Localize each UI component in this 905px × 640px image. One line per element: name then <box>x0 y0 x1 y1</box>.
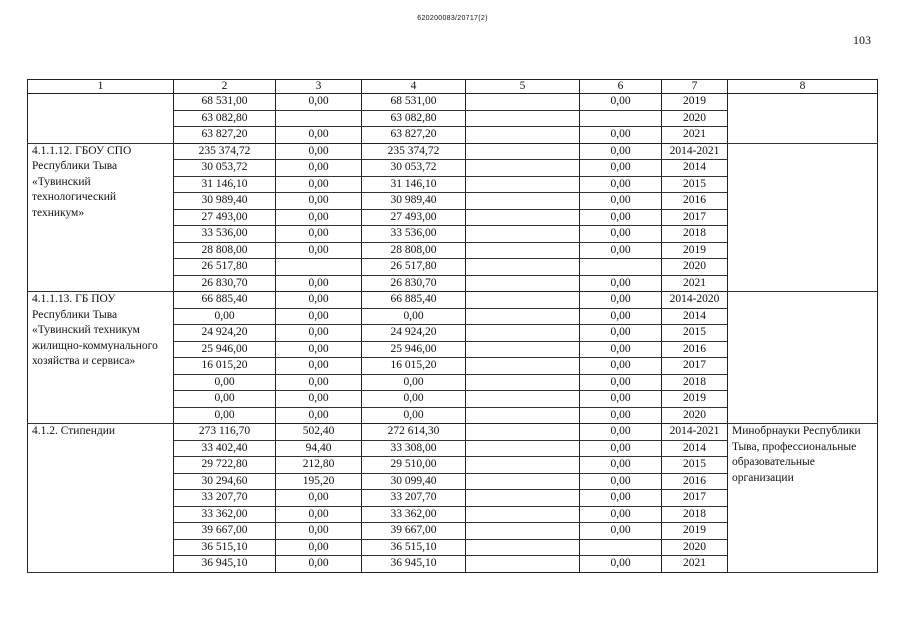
value-cell-col-5 <box>466 424 580 441</box>
value-cell-col-6: 0,00 <box>580 275 662 292</box>
value-cell-col-2: 29 722,80 <box>174 457 276 474</box>
value-cell-col-5 <box>466 209 580 226</box>
value-cell-col-3: 0,00 <box>276 539 362 556</box>
value-cell-col-6: 0,00 <box>580 325 662 342</box>
value-cell-col-7: 2015 <box>662 176 728 193</box>
value-cell-col-5 <box>466 506 580 523</box>
value-cell-col-7: 2017 <box>662 358 728 375</box>
value-cell-col-6: 0,00 <box>580 127 662 144</box>
value-cell-col-4: 36 945,10 <box>362 556 466 573</box>
value-cell-col-5 <box>466 358 580 375</box>
value-cell-col-6 <box>580 539 662 556</box>
value-cell-col-7: 2014 <box>662 160 728 177</box>
value-cell-col-3: 0,00 <box>276 341 362 358</box>
value-cell-col-2: 235 374,72 <box>174 143 276 160</box>
value-cell-col-4: 30 053,72 <box>362 160 466 177</box>
value-cell-col-2: 30 053,72 <box>174 160 276 177</box>
page-number: 103 <box>853 33 871 47</box>
value-cell-col-3: 502,40 <box>276 424 362 441</box>
column-header-2: 2 <box>174 80 276 94</box>
table-body <box>28 94 878 573</box>
item-name-cell: 4.1.2. Стипендии <box>28 424 174 573</box>
value-cell-col-2: 28 808,00 <box>174 242 276 259</box>
value-cell-col-7: 2017 <box>662 490 728 507</box>
item-name-cell: 4.1.1.13. ГБ ПОУ Республики Тыва «Тувинский техникум жилищно-коммунального хозяйства и сервиса» <box>28 292 174 424</box>
value-cell-col-7: 2021 <box>662 127 728 144</box>
value-cell-col-7: 2016 <box>662 341 728 358</box>
value-cell-col-5 <box>466 457 580 474</box>
responsible-cell <box>728 94 878 144</box>
value-cell-col-7: 2016 <box>662 193 728 210</box>
value-cell-col-3: 0,00 <box>276 209 362 226</box>
value-cell-col-6: 0,00 <box>580 506 662 523</box>
value-cell-col-5 <box>466 374 580 391</box>
value-cell-col-5 <box>466 490 580 507</box>
value-cell-col-7: 2014 <box>662 440 728 457</box>
value-cell-col-7: 2019 <box>662 391 728 408</box>
value-cell-col-4: 27 493,00 <box>362 209 466 226</box>
value-cell-col-5 <box>466 143 580 160</box>
value-cell-col-7: 2015 <box>662 325 728 342</box>
value-cell-col-2: 39 667,00 <box>174 523 276 540</box>
value-cell-col-2: 66 885,40 <box>174 292 276 309</box>
value-cell-col-7: 2019 <box>662 523 728 540</box>
header-row <box>28 80 878 94</box>
value-cell-col-6: 0,00 <box>580 226 662 243</box>
value-cell-col-4: 36 515,10 <box>362 539 466 556</box>
value-cell-col-4: 63 082,80 <box>362 110 466 127</box>
column-header-8: 8 <box>728 80 878 94</box>
value-cell-col-6: 0,00 <box>580 424 662 441</box>
value-cell-col-4: 33 536,00 <box>362 226 466 243</box>
value-cell-col-4: 0,00 <box>362 391 466 408</box>
value-cell-col-4: 29 510,00 <box>362 457 466 474</box>
value-cell-col-3: 0,00 <box>276 556 362 573</box>
value-cell-col-5 <box>466 176 580 193</box>
value-cell-col-5 <box>466 407 580 424</box>
value-cell-col-5 <box>466 127 580 144</box>
value-cell-col-4: 33 207,70 <box>362 490 466 507</box>
value-cell-col-2: 26 830,70 <box>174 275 276 292</box>
value-cell-col-5 <box>466 473 580 490</box>
column-header-1: 1 <box>28 80 174 94</box>
value-cell-col-7: 2019 <box>662 242 728 259</box>
value-cell-col-4: 33 362,00 <box>362 506 466 523</box>
value-cell-col-5 <box>466 242 580 259</box>
value-cell-col-6: 0,00 <box>580 523 662 540</box>
value-cell-col-4: 0,00 <box>362 407 466 424</box>
value-cell-col-2: 36 945,10 <box>174 556 276 573</box>
value-cell-col-2: 33 536,00 <box>174 226 276 243</box>
value-cell-col-4: 26 830,70 <box>362 275 466 292</box>
value-cell-col-3: 0,00 <box>276 143 362 160</box>
value-cell-col-2: 30 989,40 <box>174 193 276 210</box>
value-cell-col-5 <box>466 539 580 556</box>
value-cell-col-5 <box>466 325 580 342</box>
value-cell-col-7: 2016 <box>662 473 728 490</box>
value-cell-col-3: 0,00 <box>276 176 362 193</box>
value-cell-col-4: 0,00 <box>362 374 466 391</box>
value-cell-col-6: 0,00 <box>580 358 662 375</box>
column-header-5: 5 <box>466 80 580 94</box>
value-cell-col-3: 0,00 <box>276 193 362 210</box>
value-cell-col-2: 16 015,20 <box>174 358 276 375</box>
value-cell-col-4: 66 885,40 <box>362 292 466 309</box>
value-cell-col-5 <box>466 391 580 408</box>
value-cell-col-4: 30 099,40 <box>362 473 466 490</box>
value-cell-col-2: 33 207,70 <box>174 490 276 507</box>
value-cell-col-6: 0,00 <box>580 374 662 391</box>
value-cell-col-6: 0,00 <box>580 242 662 259</box>
value-cell-col-4: 25 946,00 <box>362 341 466 358</box>
value-cell-col-2: 36 515,10 <box>174 539 276 556</box>
value-cell-col-5 <box>466 556 580 573</box>
value-cell-col-3 <box>276 259 362 276</box>
value-cell-col-5 <box>466 94 580 111</box>
value-cell-col-4: 272 614,30 <box>362 424 466 441</box>
table-row <box>28 424 878 441</box>
value-cell-col-5 <box>466 275 580 292</box>
value-cell-col-7: 2020 <box>662 407 728 424</box>
value-cell-col-4: 31 146,10 <box>362 176 466 193</box>
column-header-3: 3 <box>276 80 362 94</box>
value-cell-col-7: 2018 <box>662 226 728 243</box>
value-cell-col-6: 0,00 <box>580 341 662 358</box>
value-cell-col-3: 0,00 <box>276 374 362 391</box>
value-cell-col-4: 0,00 <box>362 308 466 325</box>
value-cell-col-2: 25 946,00 <box>174 341 276 358</box>
value-cell-col-6: 0,00 <box>580 160 662 177</box>
value-cell-col-3: 0,00 <box>276 325 362 342</box>
value-cell-col-7: 2020 <box>662 539 728 556</box>
value-cell-col-5 <box>466 193 580 210</box>
value-cell-col-4: 33 308,00 <box>362 440 466 457</box>
value-cell-col-7: 2014-2021 <box>662 424 728 441</box>
value-cell-col-7: 2017 <box>662 209 728 226</box>
value-cell-col-3: 0,00 <box>276 127 362 144</box>
value-cell-col-3: 0,00 <box>276 490 362 507</box>
value-cell-col-6: 0,00 <box>580 556 662 573</box>
value-cell-col-4: 16 015,20 <box>362 358 466 375</box>
value-cell-col-5 <box>466 308 580 325</box>
value-cell-col-2: 33 402,40 <box>174 440 276 457</box>
value-cell-col-4: 235 374,72 <box>362 143 466 160</box>
value-cell-col-3: 0,00 <box>276 226 362 243</box>
value-cell-col-4: 63 827,20 <box>362 127 466 144</box>
value-cell-col-3: 0,00 <box>276 523 362 540</box>
value-cell-col-2: 0,00 <box>174 407 276 424</box>
value-cell-col-5 <box>466 440 580 457</box>
value-cell-col-2: 33 362,00 <box>174 506 276 523</box>
value-cell-col-3: 0,00 <box>276 275 362 292</box>
value-cell-col-7: 2014 <box>662 308 728 325</box>
value-cell-col-7: 2018 <box>662 374 728 391</box>
value-cell-col-5 <box>466 110 580 127</box>
value-cell-col-2: 30 294,60 <box>174 473 276 490</box>
value-cell-col-2: 0,00 <box>174 374 276 391</box>
value-cell-col-2: 68 531,00 <box>174 94 276 111</box>
budget-table <box>27 79 878 573</box>
value-cell-col-6: 0,00 <box>580 440 662 457</box>
value-cell-col-5 <box>466 160 580 177</box>
value-cell-col-4: 24 924,20 <box>362 325 466 342</box>
value-cell-col-3: 0,00 <box>276 407 362 424</box>
value-cell-col-5 <box>466 292 580 309</box>
value-cell-col-3: 0,00 <box>276 242 362 259</box>
value-cell-col-6: 0,00 <box>580 490 662 507</box>
value-cell-col-4: 68 531,00 <box>362 94 466 111</box>
value-cell-col-3: 212,80 <box>276 457 362 474</box>
value-cell-col-2: 63 082,80 <box>174 110 276 127</box>
value-cell-col-3: 0,00 <box>276 391 362 408</box>
value-cell-col-3 <box>276 110 362 127</box>
value-cell-col-5 <box>466 523 580 540</box>
value-cell-col-7: 2020 <box>662 259 728 276</box>
value-cell-col-3: 195,20 <box>276 473 362 490</box>
value-cell-col-2: 63 827,20 <box>174 127 276 144</box>
value-cell-col-3: 0,00 <box>276 160 362 177</box>
value-cell-col-7: 2014-2020 <box>662 292 728 309</box>
value-cell-col-4: 39 667,00 <box>362 523 466 540</box>
value-cell-col-3: 94,40 <box>276 440 362 457</box>
value-cell-col-3: 0,00 <box>276 292 362 309</box>
value-cell-col-6: 0,00 <box>580 308 662 325</box>
value-cell-col-2: 0,00 <box>174 391 276 408</box>
value-cell-col-3: 0,00 <box>276 308 362 325</box>
value-cell-col-2: 27 493,00 <box>174 209 276 226</box>
document-code: 620200083/20717(2) <box>417 15 488 22</box>
responsible-cell <box>728 292 878 424</box>
value-cell-col-7: 2018 <box>662 506 728 523</box>
responsible-cell: Минобрнауки Республики Тыва, профессиональные образовательные организации <box>728 424 878 573</box>
value-cell-col-4: 26 517,80 <box>362 259 466 276</box>
value-cell-col-6: 0,00 <box>580 391 662 408</box>
value-cell-col-6: 0,00 <box>580 292 662 309</box>
value-cell-col-4: 28 808,00 <box>362 242 466 259</box>
value-cell-col-3: 0,00 <box>276 506 362 523</box>
value-cell-col-3: 0,00 <box>276 94 362 111</box>
value-cell-col-3: 0,00 <box>276 358 362 375</box>
value-cell-col-2: 26 517,80 <box>174 259 276 276</box>
value-cell-col-5 <box>466 259 580 276</box>
value-cell-col-7: 2014-2021 <box>662 143 728 160</box>
value-cell-col-2: 31 146,10 <box>174 176 276 193</box>
table-row <box>28 143 878 160</box>
value-cell-col-7: 2021 <box>662 275 728 292</box>
value-cell-col-7: 2021 <box>662 556 728 573</box>
value-cell-col-7: 2020 <box>662 110 728 127</box>
value-cell-col-6: 0,00 <box>580 457 662 474</box>
value-cell-col-6: 0,00 <box>580 94 662 111</box>
value-cell-col-7: 2015 <box>662 457 728 474</box>
column-header-7: 7 <box>662 80 728 94</box>
item-name-cell: 4.1.1.12. ГБОУ СПО Республики Тыва «Тувинский технологический техникум» <box>28 143 174 292</box>
value-cell-col-2: 24 924,20 <box>174 325 276 342</box>
value-cell-col-5 <box>466 341 580 358</box>
item-name-cell <box>28 94 174 144</box>
value-cell-col-6 <box>580 259 662 276</box>
value-cell-col-2: 0,00 <box>174 308 276 325</box>
value-cell-col-2: 273 116,70 <box>174 424 276 441</box>
column-header-6: 6 <box>580 80 662 94</box>
value-cell-col-6: 0,00 <box>580 176 662 193</box>
table-row <box>28 94 878 111</box>
value-cell-col-6: 0,00 <box>580 473 662 490</box>
table-row <box>28 292 878 309</box>
value-cell-col-6 <box>580 110 662 127</box>
value-cell-col-6: 0,00 <box>580 193 662 210</box>
column-header-4: 4 <box>362 80 466 94</box>
value-cell-col-6: 0,00 <box>580 209 662 226</box>
value-cell-col-6: 0,00 <box>580 407 662 424</box>
value-cell-col-7: 2019 <box>662 94 728 111</box>
value-cell-col-6: 0,00 <box>580 143 662 160</box>
value-cell-col-5 <box>466 226 580 243</box>
value-cell-col-4: 30 989,40 <box>362 193 466 210</box>
responsible-cell <box>728 143 878 292</box>
